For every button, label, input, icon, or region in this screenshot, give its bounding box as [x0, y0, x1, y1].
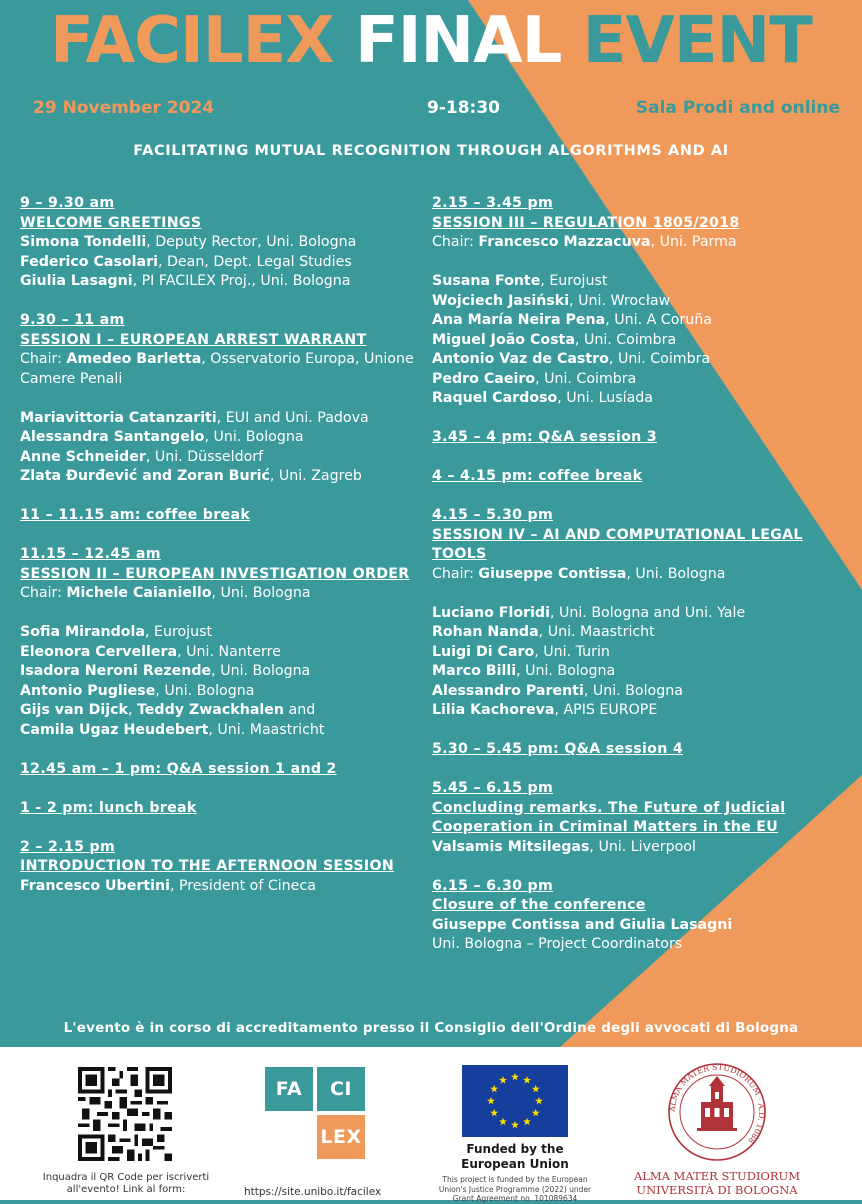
speaker-affiliation: Uni. Bologna – Project Coordinators: [432, 936, 683, 952]
speaker-line: Antonio Vaz de Castro, Uni. Coimbra: [432, 351, 711, 367]
block-time: 4.15 – 5.30 pm: [432, 507, 554, 523]
speaker-line: Anne Schneider, Uni. Düsseldorf: [20, 448, 264, 465]
event-date: 29 November 2024: [33, 98, 215, 118]
session-1-block: [20, 311, 420, 389]
qa-session-1-2: 12.45 am – 1 pm: Q&A session 1 and 2: [20, 760, 337, 777]
speaker-line: Pedro Caeiro, Uni. Coimbra: [432, 370, 637, 387]
qa-session-3: 3.45 – 4 pm: Q&A session 3: [432, 429, 657, 445]
speaker-line: Valsamis Mitsilegas, Uni. Liverpool: [432, 838, 696, 855]
concluding-remarks-block: [432, 779, 852, 857]
chair-line: Chair: Giuseppe Contissa, Uni. Bologna: [432, 565, 726, 582]
program-right-column: [432, 194, 852, 974]
chair-line: Chair: Michele Caianiello, Uni. Bologna: [20, 585, 311, 601]
speaker-line: Sofia Mirandola, Eurojust: [20, 624, 213, 640]
event-time: 9-18:30: [427, 98, 500, 118]
qr-code-icon[interactable]: [78, 1067, 172, 1161]
university-seal-icon: [667, 1062, 767, 1162]
event-subtitle: FACILITATING MUTUAL RECOGNITION THROUGH ALGORITHMS AND AI: [133, 143, 729, 159]
speaker-line: Alessandro Parenti, Uni. Bologna: [432, 682, 683, 699]
session-2-block: [20, 545, 420, 604]
closure-block: [432, 877, 852, 955]
session-4-speakers: [432, 604, 852, 721]
speaker-line: Antonio Pugliese, Uni. Bologna: [20, 682, 255, 699]
speaker-line: Giulia Lasagni, PI FACILEX Proj., Uni. Bologna: [20, 273, 351, 289]
speaker-line: Raquel Cardoso, Uni. Lusíada: [432, 390, 653, 406]
speaker-line: Federico Casolari, Dean, Dept. Legal Studies: [20, 253, 352, 270]
chair-line: Chair: Francesco Mazzacuva, Uni. Parma: [432, 234, 737, 250]
session-1-speakers: [20, 409, 420, 487]
block-title: Closure of the conference: [432, 897, 646, 913]
block-time: 2.15 – 3.45 pm: [432, 195, 554, 211]
event-title: FACILEX FINAL EVENT: [50, 4, 812, 78]
speaker-line: Alessandra Santangelo, Uni. Bologna: [20, 429, 304, 445]
lunch-break: 1 - 2 pm: lunch break: [20, 799, 197, 816]
eu-grant-text: This project is funded by the European Union's Justice Programme (2022) under Grant Agreement no. 101089634: [438, 1175, 592, 1203]
coffee-break-1: 11 – 11.15 am: coffee break: [20, 507, 251, 523]
svg-text:ALMA MATER STUDIORUM · A.D. 10: ALMA MATER STUDIORUM · A.D. 1088: [667, 1062, 767, 1146]
session-2-speakers: [20, 623, 420, 740]
eu-funded-label: Funded by the European Union: [461, 1142, 569, 1171]
block-title: SESSION IV – AI AND COMPUTATIONAL LEGAL TOOLS: [432, 526, 803, 562]
speaker-line: Rohan Nanda, Uni. Maastricht: [432, 624, 655, 640]
speaker-line: Francesco Ubertini, President of Cineca: [20, 877, 316, 894]
speaker-line: Wojciech Jasiński, Uni. Wrocław: [432, 292, 671, 309]
qa-session-4: 5.30 – 5.45 pm: Q&A session 4: [432, 741, 684, 757]
eu-flag-icon: [462, 1065, 568, 1137]
block-time: 6.15 – 6.30 pm: [432, 877, 554, 894]
block-title: SESSION I – EUROPEAN ARREST WARRANT: [20, 331, 367, 348]
speaker-line: Eleonora Cervellera, Uni. Nanterre: [20, 643, 281, 660]
block-time: 9.30 – 11 am: [20, 312, 125, 328]
session-3-block: [432, 194, 852, 253]
speaker-line: Marco Billi, Uni. Bologna: [432, 663, 616, 679]
session-3-speakers: [432, 272, 852, 409]
block-time: 2 – 2.15 pm: [20, 838, 116, 855]
speaker-line: Giuseppe Contissa and Giulia Lasagni: [432, 916, 733, 933]
facilex-url[interactable]: https://site.unibo.it/facilex: [244, 1186, 382, 1198]
speaker-line: Lilia Kachoreva, APIS EUROPE: [432, 702, 658, 718]
program-left-column: [20, 194, 420, 916]
block-title: SESSION III – REGULATION 1805/2018: [432, 214, 740, 231]
block-time: 5.45 – 6.15 pm: [432, 780, 554, 796]
accreditation-notice: L'evento è in corso di accreditamento presso il Consiglio dell'Ordine degli avvocati di Bologna: [63, 1020, 799, 1036]
block-time: 11.15 – 12.45 am: [20, 546, 161, 562]
speaker-line: Camila Ugaz Heudebert, Uni. Maastricht: [20, 721, 325, 738]
speaker-line: Miguel João Costa, Uni. Coimbra: [432, 331, 677, 348]
coffee-break-2: 4 – 4.15 pm: coffee break: [432, 468, 643, 484]
event-venue: Sala Prodi and online: [635, 98, 840, 118]
speaker-line: Zlata Đurđević and Zoran Burić, Uni. Zagreb: [20, 468, 362, 484]
university-name: ALMA MATER STUDIORUM UNIVERSITÀ DI BOLOGNA: [633, 1169, 801, 1197]
block-title: SESSION II – EUROPEAN INVESTIGATION ORDER: [20, 565, 410, 582]
block-title: WELCOME GREETINGS: [20, 214, 202, 231]
block-title: INTRODUCTION TO THE AFTERNOON SESSION: [20, 858, 395, 874]
speaker-line: Gijs van Dijck, Teddy Zwackhalen and: [20, 702, 316, 718]
speaker-line: Mariavittoria Catanzariti, EUI and Uni. Padova: [20, 409, 369, 426]
block-time: 9 – 9.30 am: [20, 195, 115, 211]
qr-caption: Inquadra il QR Code per iscriverti all'evento! Link al form:: [42, 1172, 210, 1195]
speaker-line: Simona Tondelli, Deputy Rector, Uni. Bologna: [20, 234, 357, 250]
facilex-logo: FA CI LEX: [265, 1067, 367, 1163]
session-4-block: [432, 506, 852, 584]
speaker-line: Ana María Neira Pena, Uni. A Coruña: [432, 312, 712, 328]
block-title: Concluding remarks. The Future of Judicial Cooperation in Criminal Matters in the EU: [432, 799, 786, 835]
speaker-line: Susana Fonte, Eurojust: [432, 273, 608, 289]
speaker-line: Luciano Floridi, Uni. Bologna and Uni. Yale: [432, 604, 746, 621]
chair-line: Chair: Amedeo Barletta, Osservatorio Europa, Unione Camere Penali: [20, 351, 414, 387]
welcome-block: [20, 194, 420, 292]
speaker-line: Isadora Neroni Rezende, Uni. Bologna: [20, 663, 311, 679]
speaker-line: Luigi Di Caro, Uni. Turin: [432, 643, 610, 660]
footer-logos: [0, 1047, 862, 1203]
afternoon-intro-block: [20, 838, 420, 897]
